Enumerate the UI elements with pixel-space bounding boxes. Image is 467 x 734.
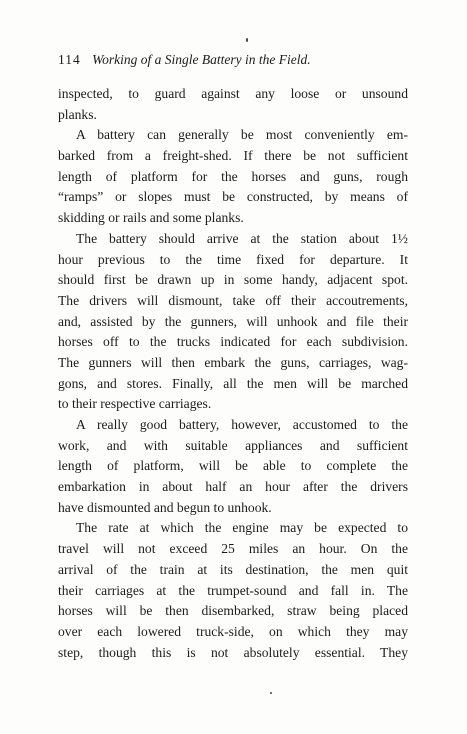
text-line: gons, and stores. Finally, all the men will be marched	[58, 375, 408, 391]
text-line: length of platform for the horses and guns, rough	[58, 168, 408, 184]
page-number: 114	[58, 52, 81, 67]
text-line: The battery should arrive at the station about 1½	[76, 230, 408, 246]
running-title: Working of a Single Battery in the Field.	[92, 52, 311, 67]
text-line: horses will be then disembarked, straw being placed	[58, 603, 408, 619]
ink-speck	[246, 38, 248, 42]
text-line: step, though this is not absolutely essential. They	[58, 644, 408, 660]
text-line: horses off to the trucks indicated for each subdivision.	[58, 334, 408, 350]
text-line: arrival of the train at its destination, the men quit	[58, 561, 408, 577]
text-line: The rate at which the engine may be expected to	[76, 520, 408, 536]
text-line: and, assisted by the gunners, will unhook and file their	[58, 313, 408, 329]
text-line: A really good battery, however, accustomed to the	[76, 417, 408, 432]
ink-speck	[270, 692, 272, 694]
text-line: length of platform, will be able to complete the	[58, 458, 408, 474]
text-line: barked from a freight-shed. If there be not sufficient	[58, 148, 408, 164]
text-line: inspected, to guard against any loose or unsound	[58, 86, 408, 101]
text-line: “ramps” or slopes must be constructed, by means of	[58, 189, 408, 205]
text-line: A battery can generally be most conveniently em-	[76, 127, 408, 143]
text-line: hour previous to the time fixed for departure. It	[58, 251, 408, 267]
text-line: to their respective carriages.	[58, 396, 212, 412]
text-line: embarkation in about half an hour after the drivers	[58, 479, 408, 495]
text-line: should first be drawn up in some handy, adjacent spot.	[58, 272, 408, 288]
text-line: The gunners will then embark the guns, carriages, wag-	[58, 354, 408, 370]
text-line: travel will not exceed 25 miles an hour. On the	[58, 541, 408, 557]
text-line: have dismounted and begun to unhook.	[58, 499, 272, 515]
running-header	[58, 50, 398, 70]
text-line: work, and with suitable appliances and sufficient	[58, 437, 408, 453]
text-line: skidding or rails and some planks.	[58, 210, 244, 226]
text-line: planks.	[58, 106, 97, 122]
text-line: over each lowered truck-side, on which they may	[58, 623, 408, 639]
text-line: The drivers will dismount, take off their accoutrements,	[58, 292, 408, 308]
text-line: their carriages at the trumpet-sound and fall in. The	[58, 582, 408, 598]
body-text	[58, 84, 408, 663]
